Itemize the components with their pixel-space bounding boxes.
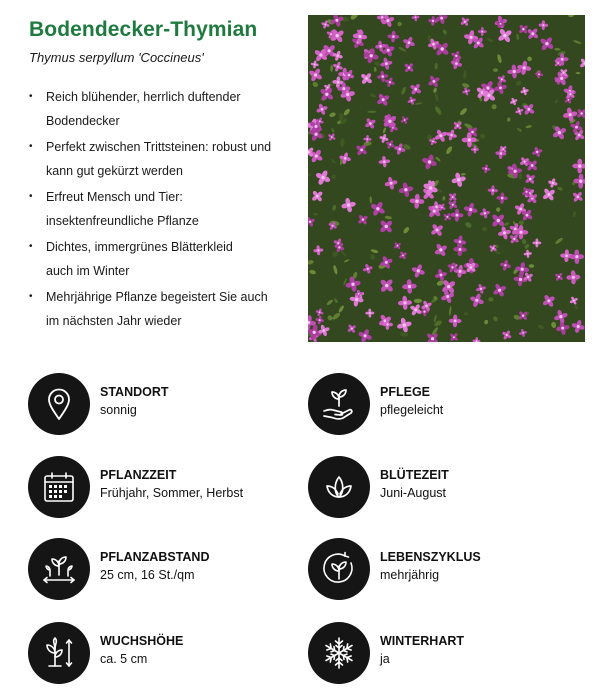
plant-spacing-icon <box>28 538 90 600</box>
feature-label: PFLEGE <box>380 385 431 399</box>
lifecycle-icon <box>308 538 370 600</box>
plant-height-icon <box>28 622 90 684</box>
feature-label: PFLANZABSTAND <box>100 550 210 564</box>
bullet-item: • Reich blühender, herrlich duftender Bodendecker <box>29 85 291 133</box>
location-pin-icon <box>28 373 90 435</box>
hand-sprout-icon <box>308 373 370 435</box>
feature-value: sonnig <box>100 403 137 417</box>
feature-label: WINTERHART <box>380 634 465 648</box>
feature-value: pflegeleicht <box>380 403 444 417</box>
feature-value: ca. 5 cm <box>100 652 148 666</box>
bullet-item: • Dichtes, immergrünes Blätterkleid auch im Winter <box>29 235 291 283</box>
feature-value: ja <box>380 652 390 666</box>
feature-value: mehrjährig <box>380 568 440 582</box>
feature-winterhart <box>308 622 578 686</box>
feature-standort <box>28 373 298 437</box>
feature-wuchshoehe <box>28 622 298 686</box>
feature-label: STANDORT <box>100 385 169 399</box>
calendar-icon <box>28 456 90 518</box>
feature-pflanzzeit <box>28 456 298 520</box>
snowflake-icon <box>308 622 370 684</box>
bullet-item: • Erfreut Mensch und Tier: insektenfreundliche Pflanze <box>29 185 291 233</box>
feature-label: LEBENSZYKLUS <box>380 550 481 564</box>
bullet-item: • Mehrjährige Pflanze begeistert Sie auch im nächsten Jahr wieder <box>29 285 291 333</box>
latin-name: Thymus serpyllum 'Coccineus' <box>29 50 204 65</box>
feature-lebenszyklus <box>308 538 578 602</box>
feature-bullet-list <box>29 85 291 335</box>
feature-pflege <box>308 373 578 437</box>
product-title: Bodendecker-Thymian <box>29 18 258 41</box>
thyme-flower-photo <box>308 15 585 342</box>
feature-label: BLÜTEZEIT <box>380 468 449 482</box>
feature-value: 25 cm, 16 St./qm <box>100 568 195 582</box>
feature-pflanzabstand <box>28 538 298 602</box>
feature-label: WUCHSHÖHE <box>100 634 184 648</box>
feature-bluetezeit <box>308 456 578 520</box>
feature-value: Juni-August <box>380 486 447 500</box>
feature-value: Frühjahr, Sommer, Herbst <box>100 486 244 500</box>
bullet-item: • Perfekt zwischen Trittsteinen: robust und kann gut gekürzt werden <box>29 135 291 183</box>
lotus-flower-icon <box>308 456 370 518</box>
feature-label: PFLANZZEIT <box>100 468 177 482</box>
